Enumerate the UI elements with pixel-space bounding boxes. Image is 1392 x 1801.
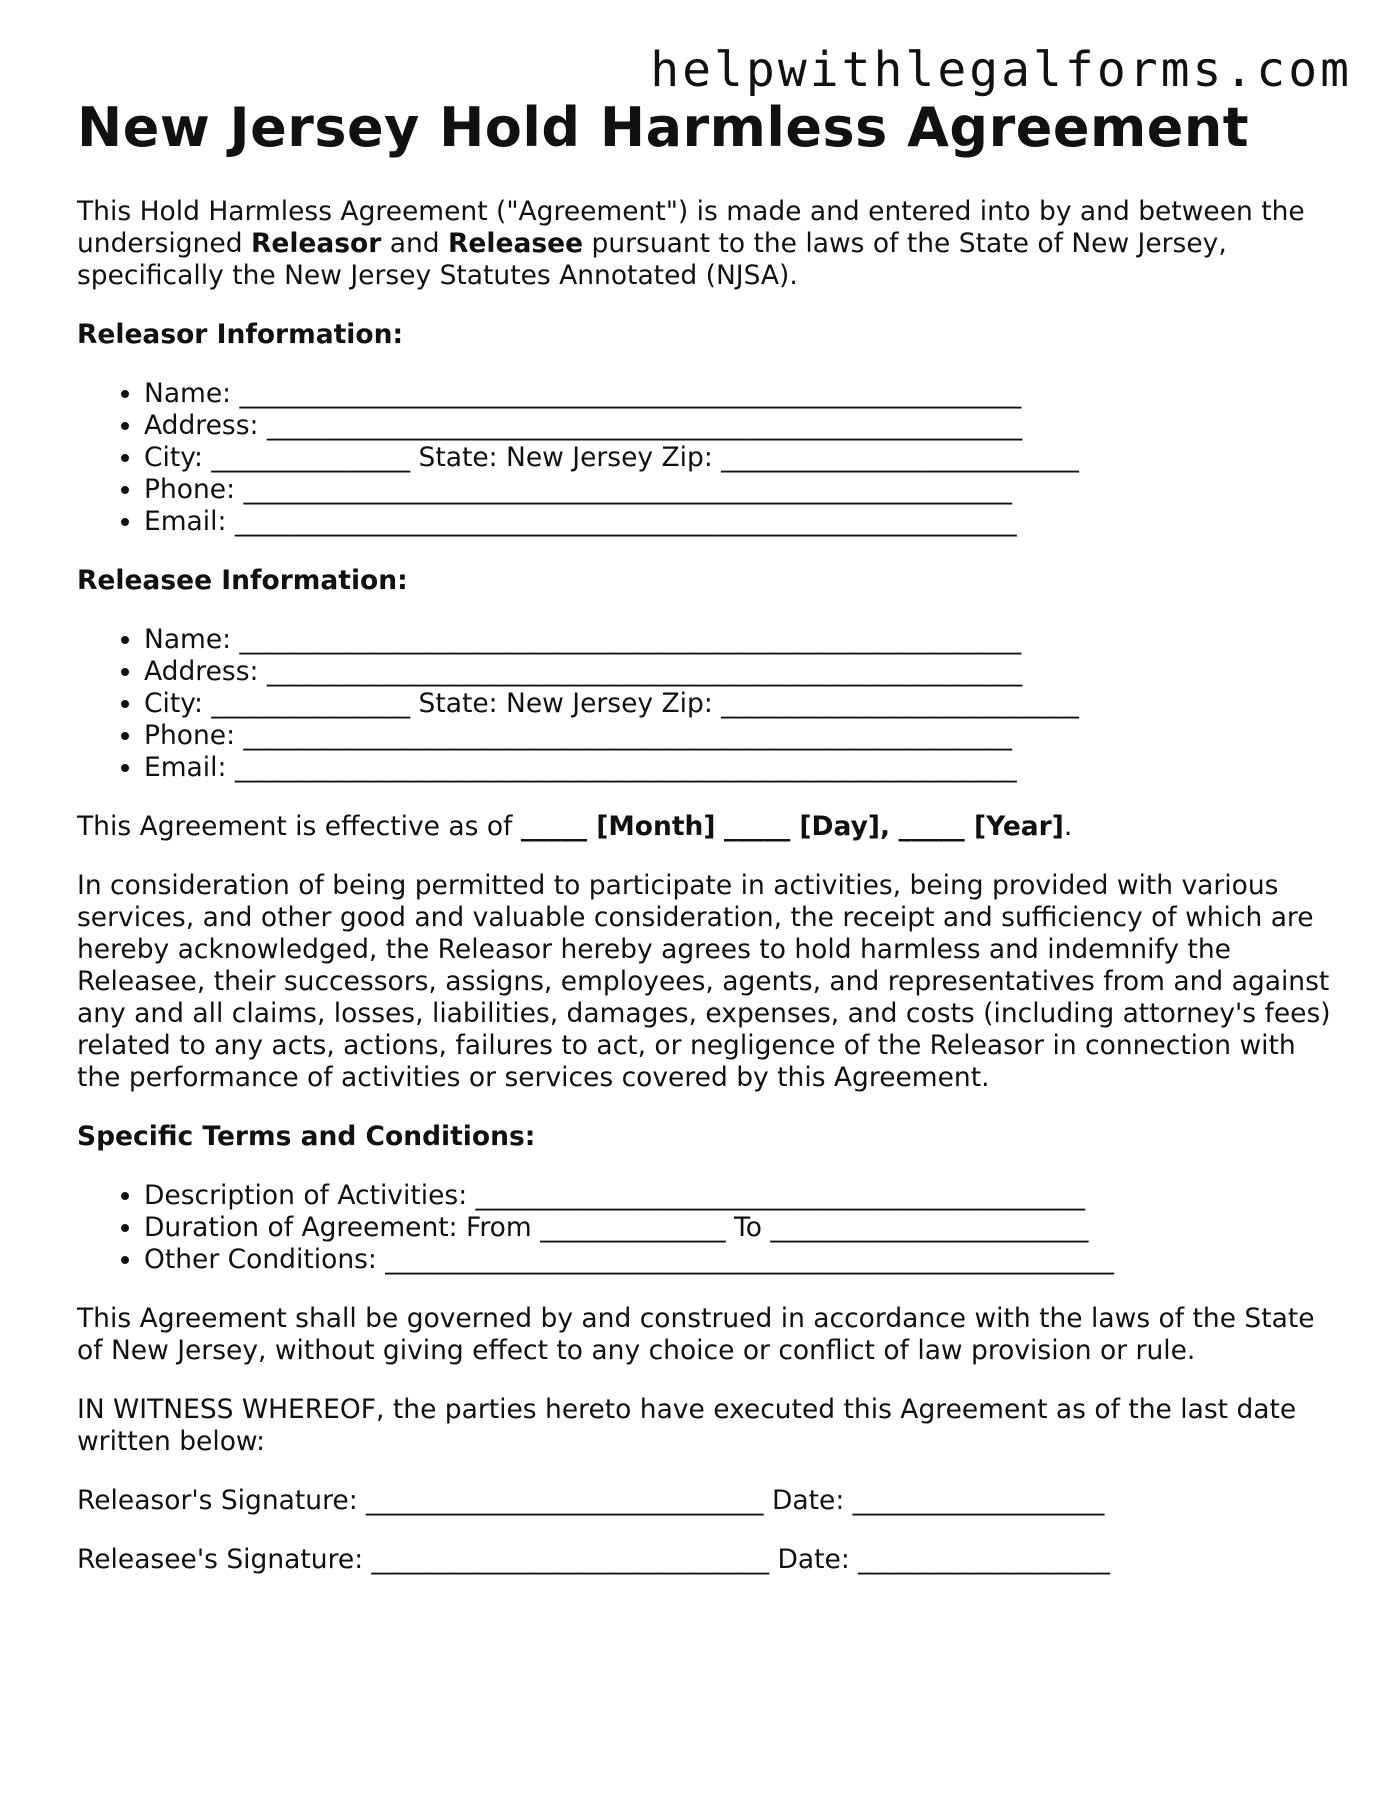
- releasee-email-field[interactable]: • Email: ___________________________________________________________: [144, 752, 1337, 784]
- effective-month-field[interactable]: _____ [Month]: [520, 811, 716, 842]
- releasor-phone-field[interactable]: • Phone: __________________________________________________________: [144, 474, 1337, 506]
- governing-law-paragraph: This Agreement shall be governed by and construed in accordance with the laws of the State of New Jersey, without giving effect to any choice or conflict of law provision or rule.: [77, 1303, 1315, 1366]
- releasor-signature-line[interactable]: Releasor's Signature: ______________________________ Date: ___________________: [77, 1485, 1105, 1516]
- releasee-signature-line[interactable]: Releasee's Signature: ______________________________ Date: ___________________: [77, 1544, 1110, 1575]
- terms-list: [77, 1180, 1337, 1276]
- releasee-info-list: [77, 624, 1337, 784]
- releasor-term: Releasor: [250, 228, 382, 259]
- releasor-email-field[interactable]: • Email: ___________________________________________________________: [144, 506, 1337, 538]
- releasor-city-state-zip-field[interactable]: • City: _______________ State: New Jersey Zip: ___________________________: [144, 442, 1337, 474]
- witness-paragraph: IN WITNESS WHEREOF, the parties hereto have executed this Agreement as of the last date written below:: [77, 1394, 1297, 1457]
- effective-year-field[interactable]: _____ [Year]: [898, 811, 1064, 842]
- releasee-term: Releasee: [448, 228, 584, 259]
- consideration-paragraph: In consideration of being permitted to participate in activities, being provided with various services, and other good and valuable consideration, the receipt and sufficiency of which are hereby acknowledged, the Releasor hereby agrees to hold harmless and indemnify the Releasee, their successors, assigns, employees, agents, and representatives from and against any and all claims, losses, liabilities, damages, expenses, and costs (including attorney's fees) related to any acts, actions, failures to act, or negligence of the Releasor in connection with the performance of activities or services covered by this Agreement.: [77, 870, 1331, 1093]
- document-body: [77, 196, 1337, 1603]
- releasee-phone-field[interactable]: • Phone: __________________________________________________________: [144, 720, 1337, 752]
- site-watermark: helpwithlegalforms.com: [650, 42, 1352, 98]
- effective-date-line: This Agreement is effective as of _____ [Month] _____ [Day], _____ [Year].: [77, 811, 1073, 842]
- releasee-name-field[interactable]: • Name: ___________________________________________________________: [144, 624, 1337, 656]
- agreement-duration-field[interactable]: • Duration of Agreement: From ______________ To ________________________: [144, 1212, 1337, 1244]
- releasee-address-field[interactable]: • Address: _________________________________________________________: [144, 656, 1337, 688]
- activities-description-field[interactable]: • Description of Activities: ______________________________________________: [144, 1180, 1337, 1212]
- releasor-address-field[interactable]: • Address: _________________________________________________________: [144, 410, 1337, 442]
- releasee-city-state-zip-field[interactable]: • City: _______________ State: New Jersey Zip: ___________________________: [144, 688, 1337, 720]
- releasee-info-heading: Releasee Information:: [77, 565, 408, 596]
- releasor-info-heading: Releasor Information:: [77, 319, 404, 350]
- releasor-name-field[interactable]: • Name: ___________________________________________________________: [144, 378, 1337, 410]
- terms-heading: Specific Terms and Conditions:: [77, 1121, 536, 1152]
- effective-day-field[interactable]: _____ [Day],: [723, 811, 891, 842]
- intro-paragraph: This Hold Harmless Agreement ("Agreement") is made and entered into by and between the undersigned Releasor and Releasee pursuant to the laws of the State of New Jersey, specifically the New Jersey Statutes Annotated (NJSA).: [77, 196, 1305, 291]
- document-title: New Jersey Hold Harmless Agreement: [77, 96, 1250, 159]
- releasor-info-list: [77, 378, 1337, 538]
- other-conditions-field[interactable]: • Other Conditions: _______________________________________________________: [144, 1244, 1337, 1276]
